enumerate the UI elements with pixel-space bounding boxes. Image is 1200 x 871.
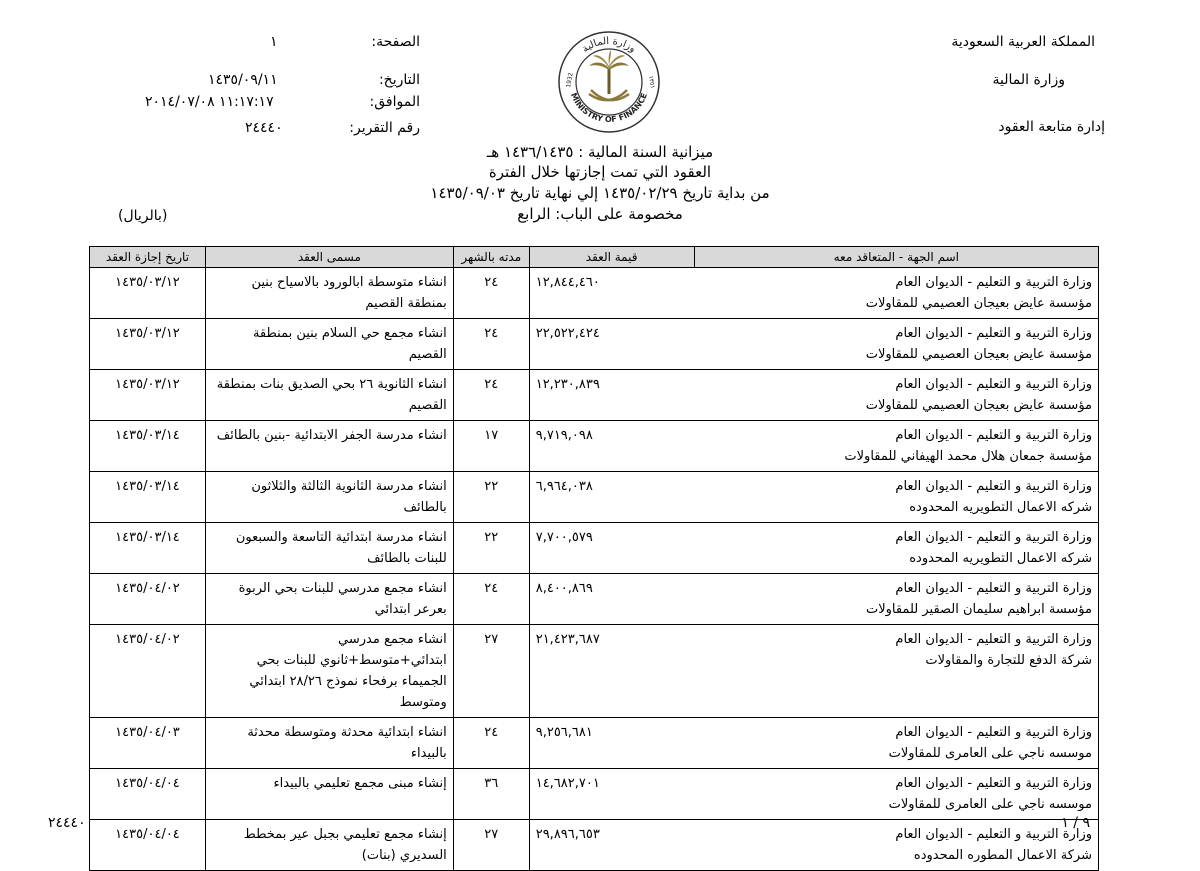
- contract-name: انشاء مجمع حي السلام بنين بمنطقة القصيم: [205, 319, 453, 370]
- table-row: [90, 820, 1099, 871]
- contract-duration: ٢٢: [453, 472, 529, 523]
- agency-name: وزارة التربية و التعليم - الديوان العام: [895, 530, 1092, 545]
- page-value: ١: [270, 34, 278, 50]
- header-value: قيمة العقد: [529, 247, 694, 268]
- table-row: [90, 268, 1099, 319]
- svg-text:MINISTRY OF FINANCE: MINISTRY OF FINANCE: [568, 91, 650, 125]
- contractor-name: موسسه ناجي على العامرى للمقاولات: [888, 797, 1092, 812]
- agency-name: وزارة التربية و التعليم - الديوان العام: [895, 479, 1092, 494]
- contract-party: [694, 820, 1098, 871]
- contract-value: ٦,٩٦٤,٠٣٨: [529, 472, 694, 523]
- header-name: مسمى العقد: [205, 247, 453, 268]
- report-label: رقم التقرير:: [349, 120, 420, 136]
- agency-name: وزارة التربية و التعليم - الديوان العام: [895, 827, 1092, 842]
- table-row: [90, 574, 1099, 625]
- contract-party: [694, 769, 1098, 820]
- agency-name: وزارة التربية و التعليم - الديوان العام: [895, 725, 1092, 740]
- date-label: التاريخ:: [378, 72, 420, 88]
- table-row: [90, 472, 1099, 523]
- contract-name: إنشاء مجمع تعليمي بجبل عير بمخطط السديري (بنات): [205, 820, 453, 871]
- agency-name: وزارة التربية و التعليم - الديوان العام: [895, 275, 1092, 290]
- contract-party: [694, 472, 1098, 523]
- table-row: [90, 625, 1099, 718]
- ministry-name: وزارة المالية: [992, 72, 1065, 88]
- department-name: إدارة متابعة العقود: [998, 119, 1105, 135]
- agency-name: وزارة التربية و التعليم - الديوان العام: [895, 632, 1092, 647]
- contract-name: انشاء الثانوية ٢٦ بحي الصديق بنات بمنطقة القصيم: [205, 370, 453, 421]
- table-row: [90, 718, 1099, 769]
- period-title: من بداية تاريخ ١٤٣٥/٠٢/٢٩ إلي نهاية تاريخ ١٤٣٥/٠٩/٠٣: [430, 184, 770, 202]
- contractor-name: شركة الاعمال المطوره المحدوده: [913, 848, 1092, 863]
- contract-duration: ٢٤: [453, 268, 529, 319]
- contract-date: ١٤٣٥/٠٤/٠٤: [90, 820, 206, 871]
- agency-name: وزارة التربية و التعليم - الديوان العام: [895, 326, 1092, 341]
- chapter-title: مخصومة على الباب: الرابع: [517, 205, 683, 223]
- table-row: [90, 769, 1099, 820]
- fiscal-year-title: ميزانية السنة المالية : ١٤٣٦/١٤٣٥ هـ: [486, 143, 714, 161]
- date-value: ١٤٣٥/٠٩/١١: [208, 72, 278, 88]
- contract-date: ١٤٣٥/٠٣/١٢: [90, 268, 206, 319]
- contract-party: [694, 421, 1098, 472]
- contract-date: ١٤٣٥/٠٣/١٢: [90, 370, 206, 421]
- contract-name: انشاء مجمع مدرسي ابتدائي+متوسط+ثانوي للبنات بحي الجميماء برفحاء نموذج ٢٨/٢٦ ابتدائي ومتوسط: [205, 625, 453, 718]
- approved-contracts-title: العقود التي تمت إجازتها خلال الفترة: [488, 163, 712, 181]
- contract-date: ١٤٣٥/٠٤/٠٤: [90, 769, 206, 820]
- contract-duration: ١٧: [453, 421, 529, 472]
- contractor-name: شركة الدفع للتجارة والمقاولات: [925, 653, 1092, 668]
- contract-party: [694, 370, 1098, 421]
- contract-name: انشاء مجمع مدرسي للبنات بحي الربوة بعرعر ابتدائي: [205, 574, 453, 625]
- contract-name: انشاء ابتدائية محدثة ومتوسطة محدثة بالبيداء: [205, 718, 453, 769]
- palm-swords-emblem-icon: [557, 30, 661, 134]
- contract-duration: ٢٤: [453, 718, 529, 769]
- header-party: اسم الجهة - المتعاقد معه: [694, 247, 1098, 268]
- kingdom-name: المملكة العربية السعودية: [951, 34, 1095, 50]
- contract-value: ٢٢,٥٢٢,٤٢٤: [529, 319, 694, 370]
- contract-value: ٨,٤٠٠,٨٦٩: [529, 574, 694, 625]
- contract-date: ١٤٣٥/٠٤/٠٢: [90, 574, 206, 625]
- contractor-name: موسسه ناجي على العامرى للمقاولات: [888, 746, 1092, 761]
- contract-value: ٩,٧١٩,٠٩٨: [529, 421, 694, 472]
- footer-report-number: ٢٤٤٤٠: [48, 815, 86, 831]
- contract-duration: ٢٧: [453, 820, 529, 871]
- contract-name: انشاء مدرسة الجفر الابتدائية -بنين بالطائف: [205, 421, 453, 472]
- header-duration: مدته بالشهر: [453, 247, 529, 268]
- currency-note: (بالريال): [118, 208, 168, 224]
- contractor-name: شركه الاعمال التطويريه المحدوده: [909, 551, 1092, 566]
- table-row: [90, 523, 1099, 574]
- table-row: [90, 319, 1099, 370]
- contract-value: ١٢,٢٣٠,٨٣٩: [529, 370, 694, 421]
- header-left: [120, 34, 420, 144]
- contractor-name: مؤسسة جمعان هلال محمد الهيفاني للمقاولات: [844, 449, 1092, 464]
- contract-party: [694, 319, 1098, 370]
- svg-text:وزارة المالية: وزارة المالية: [580, 35, 638, 55]
- contractor-name: مؤسسة ابراهيم سليمان الصقير للمقاولات: [865, 602, 1092, 617]
- agency-name: وزارة التربية و التعليم - الديوان العام: [895, 377, 1092, 392]
- contract-value: ٢١,٤٢٣,٦٨٧: [529, 625, 694, 718]
- ministry-logo: [557, 30, 661, 134]
- page-label: الصفحة:: [371, 34, 420, 50]
- contract-date: ١٤٣٥/٠٣/١٤: [90, 523, 206, 574]
- contract-value: ١٤,٦٨٢,٧٠١: [529, 769, 694, 820]
- contract-party: [694, 625, 1098, 718]
- contract-value: ١٢,٨٤٤,٤٦٠: [529, 268, 694, 319]
- contract-value: ٢٩,٨٩٦,٦٥٣: [529, 820, 694, 871]
- contract-date: ١٤٣٥/٠٤/٠٣: [90, 718, 206, 769]
- contract-name: انشاء مدرسة ابتدائية التاسعة والسبعون للبنات بالطائف: [205, 523, 453, 574]
- contract-duration: ٢٤: [453, 370, 529, 421]
- header-date: تاريخ إجازة العقد: [90, 247, 206, 268]
- svg-text:1932: 1932: [565, 72, 575, 89]
- contract-name: انشاء مدرسة الثانوية الثالثة والثلاثون بالطائف: [205, 472, 453, 523]
- table-row: [90, 370, 1099, 421]
- contractor-name: شركه الاعمال التطويريه المحدوده: [909, 500, 1092, 515]
- contract-value: ٩,٢٥٦,٦٨١: [529, 718, 694, 769]
- contract-duration: ٢٤: [453, 319, 529, 370]
- contract-value: ٧,٧٠٠,٥٧٩: [529, 523, 694, 574]
- corresponding-label: الموافق:: [369, 94, 420, 110]
- contract-name: انشاء متوسطة ابالورود بالاسياح بنين بمنطقة القصيم: [205, 268, 453, 319]
- contract-duration: ٢٢: [453, 523, 529, 574]
- contract-party: [694, 574, 1098, 625]
- contract-date: ١٤٣٥/٠٣/١٢: [90, 319, 206, 370]
- table-row: [90, 421, 1099, 472]
- contractor-name: مؤسسة عايض بعيجان العصيمي للمقاولات: [865, 398, 1092, 413]
- contract-duration: ٣٦: [453, 769, 529, 820]
- corresponding-value: ١١:١٧:١٧ ٢٠١٤/٠٧/٠٨: [145, 94, 274, 110]
- contract-party: [694, 718, 1098, 769]
- table-header-row: [90, 247, 1099, 268]
- contract-date: ١٤٣٥/٠٣/١٤: [90, 421, 206, 472]
- contract-duration: ٢٤: [453, 574, 529, 625]
- contract-duration: ٢٧: [453, 625, 529, 718]
- contract-name: إنشاء مبنى مجمع تعليمي بالبيداء: [205, 769, 453, 820]
- agency-name: وزارة التربية و التعليم - الديوان العام: [895, 776, 1092, 791]
- agency-name: وزارة التربية و التعليم - الديوان العام: [895, 581, 1092, 596]
- agency-name: وزارة التربية و التعليم - الديوان العام: [895, 428, 1092, 443]
- contract-date: ١٤٣٥/٠٤/٠٢: [90, 625, 206, 718]
- contract-party: [694, 523, 1098, 574]
- footer-page-fraction: ٩ / ١: [1061, 815, 1090, 831]
- contract-date: ١٤٣٥/٠٣/١٤: [90, 472, 206, 523]
- contracts-table: [89, 246, 1099, 871]
- report-value: ٢٤٤٤٠: [245, 120, 283, 136]
- svg-text:١٣٥١: ١٣٥١: [647, 75, 657, 90]
- contractor-name: مؤسسة عايض بعيجان العصيمي للمقاولات: [865, 296, 1092, 311]
- contract-party: [694, 268, 1098, 319]
- contractor-name: مؤسسة عايض بعيجان العصيمي للمقاولات: [865, 347, 1092, 362]
